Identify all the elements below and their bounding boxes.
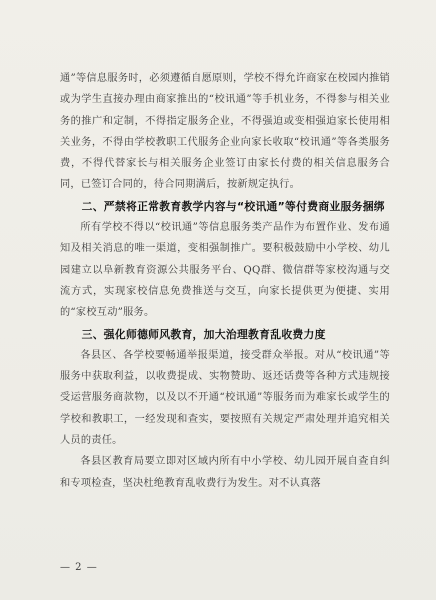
paragraph-section-3-cont: 各县区教育局要立即对区域内所有中小学校、幼儿园开展自查自纠和专项检查，坚决杜绝教育乱收费行为发生。对不认真落 [60,456,390,489]
page-number: — 2 — [60,562,98,573]
paragraph-continuation: 通”等信息服务时，必须遵循自愿原则，学校不得允许商家在校园内推销或为学生直接办理由商家推出的“校讯通”等手机业务，不得参与相关业务的推广和定制，不得指定服务企业，不得强迫或变相强迫家长使用相关业务，不得由学校教职工代服务企业向家长收取“校讯通”等各类服务费，不得代替家长与相关服务企业签订由家长付费的相关信息服务合同，已签订合同的，待合同期满后，按新规定执行。 [60,73,390,191]
section-heading-2: 二、严禁将正常教育教学内容与“校讯通”等付费商业服务捆绑 [81,199,385,213]
paragraph-section-2: 所有学校不得以“校讯通”等信息服务类产品作为布置作业、发布通知及相关消息的唯一渠道，变相强制推广。要积极鼓励中小学校、幼儿园建立以阜新教育资源公共服务平台、QQ群、微信群等家校沟通与交流方式，实现家校信息免费推送与交互，向家长提供更为便捷、实用的“家校互动”服务。 [60,222,390,319]
document-body [60,68,390,494]
paragraph-section-3: 各县区、各学校要畅通举报渠道，接受群众举报。对从“校讯通”等服务中获取利益，以收费提成、实物赞助、返还话费等各种方式违规接受运营服务商款物，以及以不开通“校讯通”等服务而为难家长或学生的学校和教职工，一经发现和查实，要按照有关规定严肃处理并追究相关人员的责任。 [60,349,390,447]
section-heading-3: 三、强化师德师风教育，加大治理教育乱收费力度 [81,327,326,341]
